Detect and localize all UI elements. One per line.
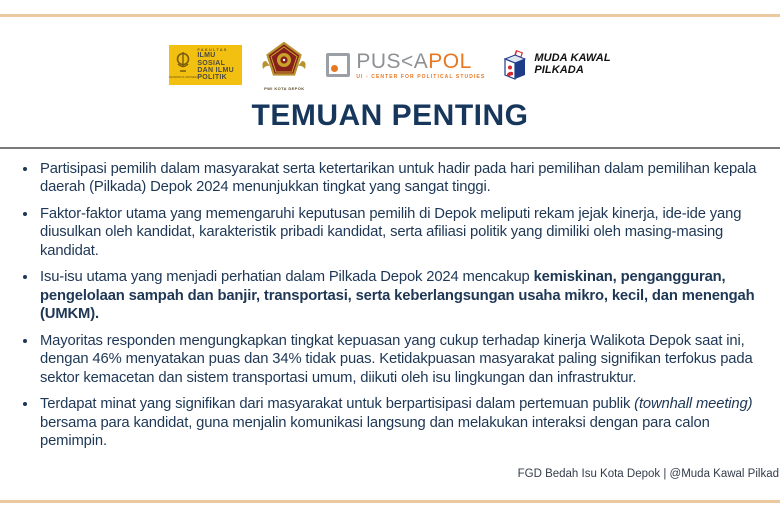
footer-text: FGD Bedah Isu Kota Depok | @Muda Kawal Pilkad <box>517 468 779 480</box>
mkp-line1: MUDA KAWAL <box>534 52 611 65</box>
logo-header <box>0 38 780 92</box>
puskapol-text-block <box>356 51 485 80</box>
bullet-text-segment: Partisipasi pemilih dalam masyarakat serta ketertarikan untuk hadir pada hari pemilihan dalam pemilihan kepala daerah (Pilkada) Depok 2024 menunjukkan tingkat yang sangat tinggi. <box>40 161 757 196</box>
pwi-pentagon-badge-icon <box>260 39 308 85</box>
fisip-line1: ILMU SOSIAL <box>197 52 226 67</box>
bullet-text-segment: kemiskinan, pengangguran, pengelolaan sampah dan banjir, transportasi, serta keberlangsungan usaha mikro, kecil, dan menengah (UMKM). <box>40 269 755 323</box>
bullet-text-segment: bersama para kandidat, guna menjalin komunikasi langsung dan melakukan interaksi dengan para calon pemimpin. <box>40 414 710 450</box>
pwi-caption: PWI KOTA DEPOK <box>264 86 305 91</box>
title-divider <box>0 147 780 149</box>
puskapol-frame-icon <box>326 53 350 77</box>
top-accent-line <box>0 14 780 17</box>
findings-list <box>24 160 766 459</box>
fisip-text-block <box>197 48 238 82</box>
ballot-box-icon <box>501 49 529 81</box>
bottom-accent-line <box>0 500 780 503</box>
ui-makara-crest-icon <box>168 51 199 79</box>
bullet-text-segment: Mayoritas responden mengungkapkan tingkat kepuasan yang cukup terhadap kinerja Walikota Depok saat ini, dengan 46% menyatakan puas dan 34% tidak puas. Ketidakpuasan masyarakat paling signifikan terfokus pada sektor kemacetan dan sistem transportasi umum, diikuti oleh isu lingkungan dan infrastruktur. <box>40 332 753 386</box>
puskapol-logo <box>326 51 485 80</box>
puskapol-wordmark <box>356 51 485 72</box>
bullet-text-segment: Terdapat minat yang signifikan dari masyarakat untuk berpartisipasi dalam pertemuan publik <box>40 396 635 413</box>
puskapol-word-gray: PUS<A <box>356 49 429 73</box>
muda-kawal-pilkada-logo <box>501 49 610 81</box>
page-title: TEMUAN PENTING <box>251 99 529 132</box>
bullet-text-segment: Faktor-faktor utama yang memengaruhi keputusan pemilih di Depok meliputi rekam jejak kinerja, ide-ide yang diusulkan oleh kandidat, karakteristik pribadi kandidat, serta afiliasi politik yang dimiliki oleh masing-masing kandidat. <box>40 205 742 259</box>
fisip-pre-label: FAKULTAS <box>197 47 228 53</box>
list-item <box>38 205 766 260</box>
fisip-ui-logo <box>169 45 242 85</box>
puskapol-tagline: UI - CENTER FOR POLITICAL STUDIES <box>356 73 486 80</box>
bullet-text-segment: Isu-isu utama yang menjadi perhatian dalam Pilkada Depok 2024 mencakup <box>40 269 534 286</box>
puskapol-word-orange: POL <box>428 49 472 73</box>
bullet-text-segment: (townhall meeting) <box>634 396 753 413</box>
ui-makara-crest-icon <box>174 51 192 75</box>
crest-caption: UNIVERSITAS INDONESIA <box>168 75 199 79</box>
list-item <box>38 395 766 450</box>
footer <box>518 468 779 480</box>
list-item <box>38 160 766 197</box>
pwi-kota-depok-logo <box>258 39 310 91</box>
mkp-line2: PILKADA <box>534 64 584 76</box>
fisip-line3: POLITIK <box>197 74 228 82</box>
list-item <box>38 332 766 387</box>
fisip-line2: DAN ILMU <box>197 67 234 75</box>
list-item <box>38 268 766 323</box>
puskapol-dot-icon <box>331 65 338 72</box>
mkp-text-block <box>534 53 610 77</box>
